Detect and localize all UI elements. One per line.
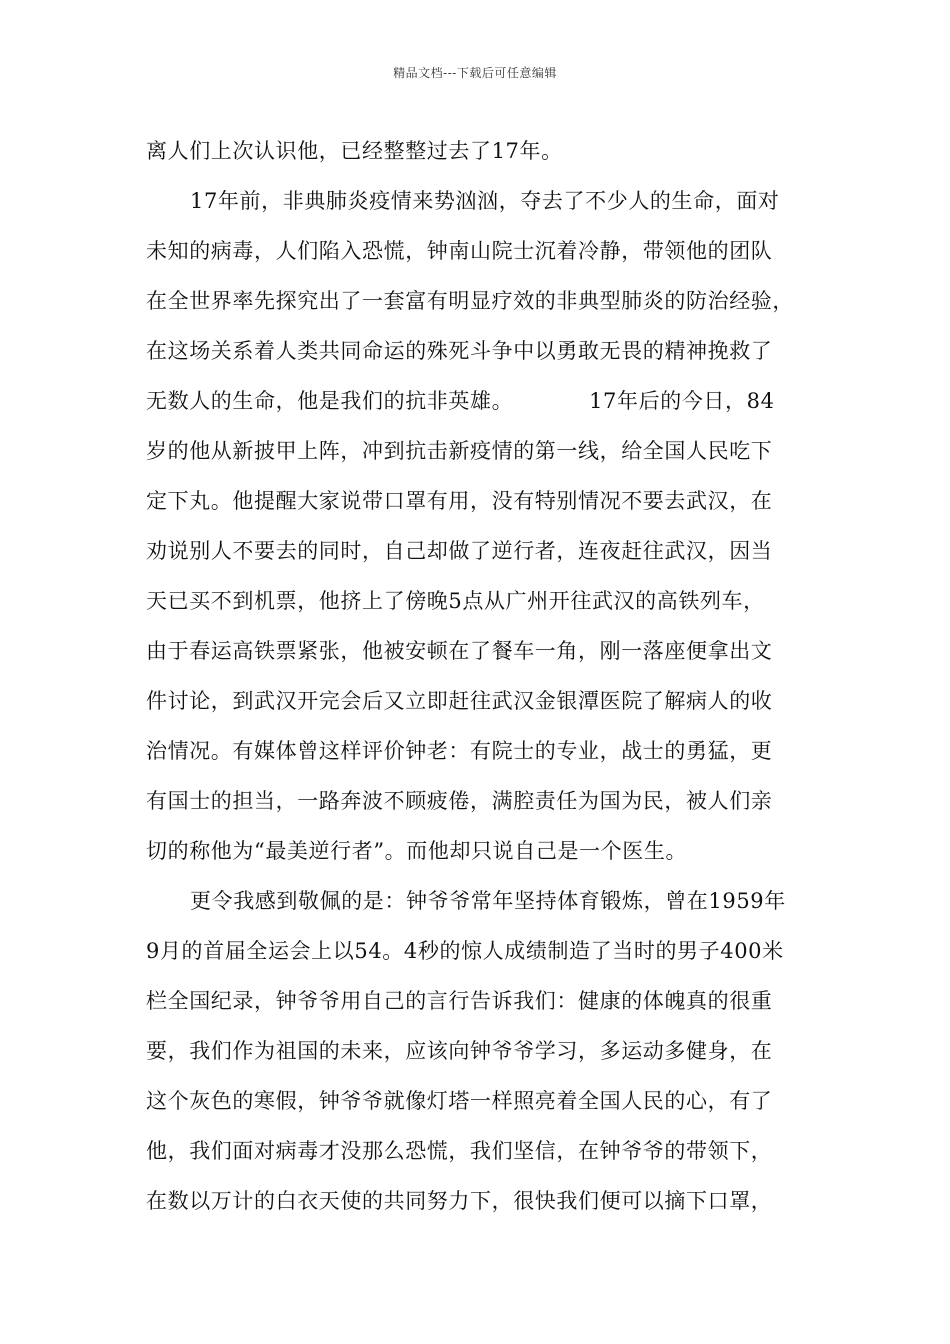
text-line: 天已买不到机票，他挤上了傍晚5点从广州开往武汉的高铁列车， [146, 589, 765, 613]
text-line: 17年前，非典肺炎疫情来势汹汹，夺去了不少人的生命，面对 [190, 189, 780, 213]
text-line: 在全世界率先探究出了一套富有明显疗效的非典型肺炎的防治经验， [146, 289, 794, 313]
text-line: 治情况。有媒体曾这样评价钟老：有院士的专业，战士的勇猛，更 [146, 739, 773, 763]
text-line: 劝说别人不要去的同时，自己却做了逆行者，连夜赶往武汉，因当 [146, 539, 773, 563]
text-line: 由于春运高铁票紧张，他被安顿在了餐车一角，刚一落座便拿出文 [146, 639, 773, 663]
page-header: 精品文档---下载后可任意编辑 [393, 66, 557, 80]
text-line: 在数以万计的白衣天使的共同努力下，很快我们便可以摘下口罩， [146, 1189, 773, 1213]
text-line: 9月的首届全运会上以54。4秒的惊人成绩制造了当时的男子400米 [146, 939, 784, 963]
text-line: 无数人的生命，他是我们的抗非英雄。 17年后的今日，84 [146, 389, 775, 413]
text-line: 在这场关系着人类共同命运的殊死斗争中以勇敢无畏的精神挽救了 [146, 339, 773, 363]
text-line: 未知的病毒，人们陷入恐慌，钟南山院士沉着冷静，带领他的团队 [146, 239, 773, 263]
text-line: 定下丸。他提醒大家说带口罩有用，没有特别情况不要去武汉，在 [146, 489, 773, 513]
text-line: 他，我们面对病毒才没那么恐慌，我们坚信，在钟爷爷的带领下， [146, 1139, 773, 1163]
text-line: 切的称他为“最美逆行者”。而他却只说自己是一个医生。 [146, 839, 688, 863]
text-line: 离人们上次认识他，已经整整过去了17年。 [146, 139, 563, 163]
text-line: 更令我感到敬佩的是：钟爷爷常年坚持体育锻炼，曾在1959年 [190, 889, 786, 913]
text-line: 栏全国纪录，钟爷爷用自己的言行告诉我们：健康的体魄真的很重 [146, 989, 773, 1013]
text-line: 要，我们作为祖国的未来，应该向钟爷爷学习，多运动多健身，在 [146, 1039, 773, 1063]
text-line: 岁的他从新披甲上阵，冲到抗击新疫情的第一线，给全国人民吃下 [146, 439, 773, 463]
text-line: 这个灰色的寒假，钟爷爷就像灯塔一样照亮着全国人民的心，有了 [146, 1089, 773, 1113]
text-line: 件讨论，到武汉开完会后又立即赶往武汉金银潭医院了解病人的收 [146, 689, 773, 713]
text-line: 有国士的担当，一路奔波不顾疲倦，满腔责任为国为民，被人们亲 [146, 789, 773, 813]
